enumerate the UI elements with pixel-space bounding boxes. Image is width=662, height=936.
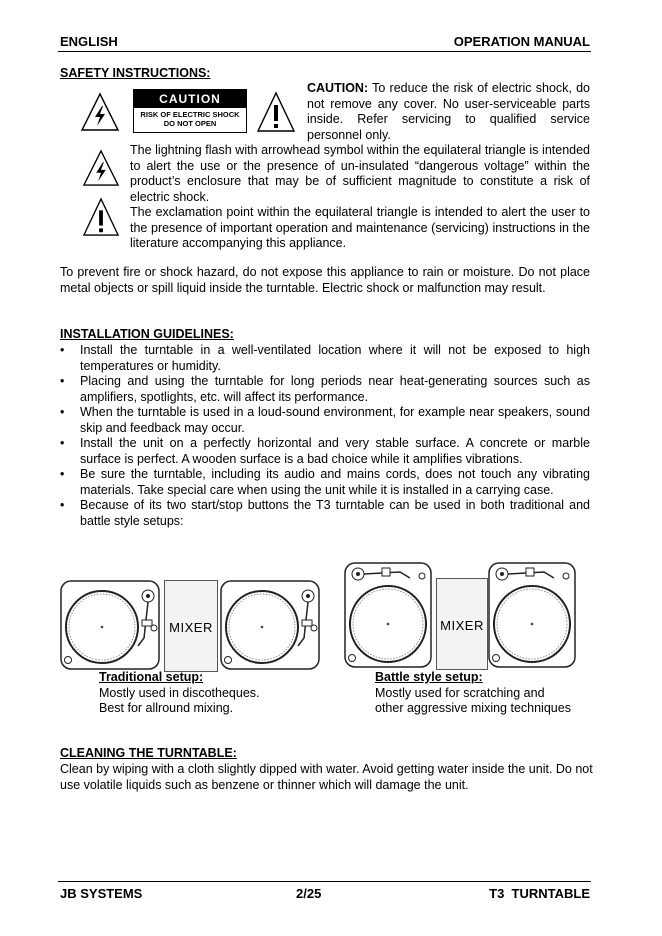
battle-caption: [375, 670, 571, 717]
cleaning-paragraph: Clean by wiping with a cloth slightly dipped with water. Avoid getting water inside the unit. Do not use volatile liquids such as benzene or thinner which will damage the unit.: [60, 762, 593, 792]
turntable-left-battle-image: [344, 562, 432, 668]
exclamation-triangle-icon: [82, 197, 120, 237]
battle-setup-title: Battle style setup:: [375, 670, 483, 684]
battle-setup-line1: Mostly used for scratching and: [375, 685, 545, 700]
footer-brand: JB SYSTEMS: [60, 886, 143, 901]
header-title: OPERATION MANUAL: [453, 34, 590, 49]
caution-sign-line2: DO NOT OPEN: [163, 119, 217, 128]
caution-label: CAUTION:: [307, 81, 369, 95]
list-item: • Be sure the turntable, including its audio and mains cords, does not touch any vibrating materials. Take special care when using the unit while it is installed in a carrying case.: [59, 467, 590, 498]
turntable-left-traditional-image: [60, 580, 160, 670]
list-item: • Install the unit on a perfectly horizontal and very stable surface. A concrete or marble surface is perfect. A wooden surface is a bad choice while it amplifies vibrations.: [59, 436, 590, 467]
safety-title: SAFETY INSTRUCTIONS:: [60, 66, 211, 80]
battle-setup-line2: other aggressive mixing techniques: [375, 701, 571, 715]
cleaning-title: CLEANING THE TURNTABLE:: [60, 746, 237, 760]
list-item: • When the turntable is used in a loud-sound environment, for example near speakers, sound skip and feedback may occur.: [59, 405, 590, 436]
traditional-setup-line2: Best for allround mixing.: [99, 701, 234, 715]
battle-mixer-label: MIXER: [440, 618, 484, 633]
lightning-triangle-icon: [82, 149, 120, 187]
installation-list: [59, 343, 590, 529]
traditional-mixer-label: MIXER: [169, 620, 213, 635]
header-rule: [58, 51, 591, 52]
header-language: ENGLISH: [60, 34, 118, 49]
installation-title: INSTALLATION GUIDELINES:: [60, 327, 234, 341]
traditional-setup-title: Traditional setup:: [99, 670, 204, 684]
exclamation-warning-icon: [256, 91, 296, 133]
list-item: • Because of its two start/stop buttons the T3 turntable can be used in both traditional and battle style setups:: [59, 498, 590, 529]
turntable-right-battle-image: [488, 562, 576, 668]
page-number: 2/25: [296, 886, 322, 901]
lightning-warning-icon: [80, 92, 120, 132]
list-item: • Placing and using the turntable for long periods near heat-generating sources such as amplifiers, spotlights, etc. will affect its performance.: [59, 374, 590, 405]
traditional-caption: [99, 670, 260, 717]
caution-paragraph: [307, 81, 590, 143]
battle-mixer: [436, 578, 488, 670]
traditional-mixer: [164, 580, 218, 672]
lightning-explanation: The lightning flash with arrowhead symbol within the equilateral triangle is intended to alert the use or the presence of un-insulated “dangerous voltage” within the product’s enclosure that may be of sufficient magnitude to constitute a risk of electric shock.: [130, 143, 590, 204]
caution-sign: [133, 89, 247, 133]
caution-sign-top: CAUTION: [134, 90, 246, 108]
fire-warning-paragraph: To prevent fire or shock hazard, do not expose this appliance to rain or moisture. Do not place metal objects or spill liquid inside the turntable. Electric shock or malfunction may result.: [60, 265, 590, 295]
caution-text: To reduce the risk of electric shock, do not remove any cover. No user-serviceable parts inside. Refer servicing to qualified service personnel only.: [307, 81, 590, 142]
exclamation-explanation: The exclamation point within the equilateral triangle is intended to alert the user to the presence of important operation and maintenance (servicing) instructions in the literature accompanying this appliance.: [130, 205, 590, 250]
caution-sign-line1: RISK OF ELECTRIC SHOCK: [140, 110, 240, 119]
turntable-right-traditional-image: [220, 580, 320, 670]
footer-rule: [58, 881, 591, 882]
traditional-setup-line1: Mostly used in discotheques.: [99, 685, 260, 700]
list-item: • Install the turntable in a well-ventilated location where it will not be exposed to high temperatures or humidity.: [59, 343, 590, 374]
footer-product: T3 TURNTABLE: [489, 886, 590, 901]
